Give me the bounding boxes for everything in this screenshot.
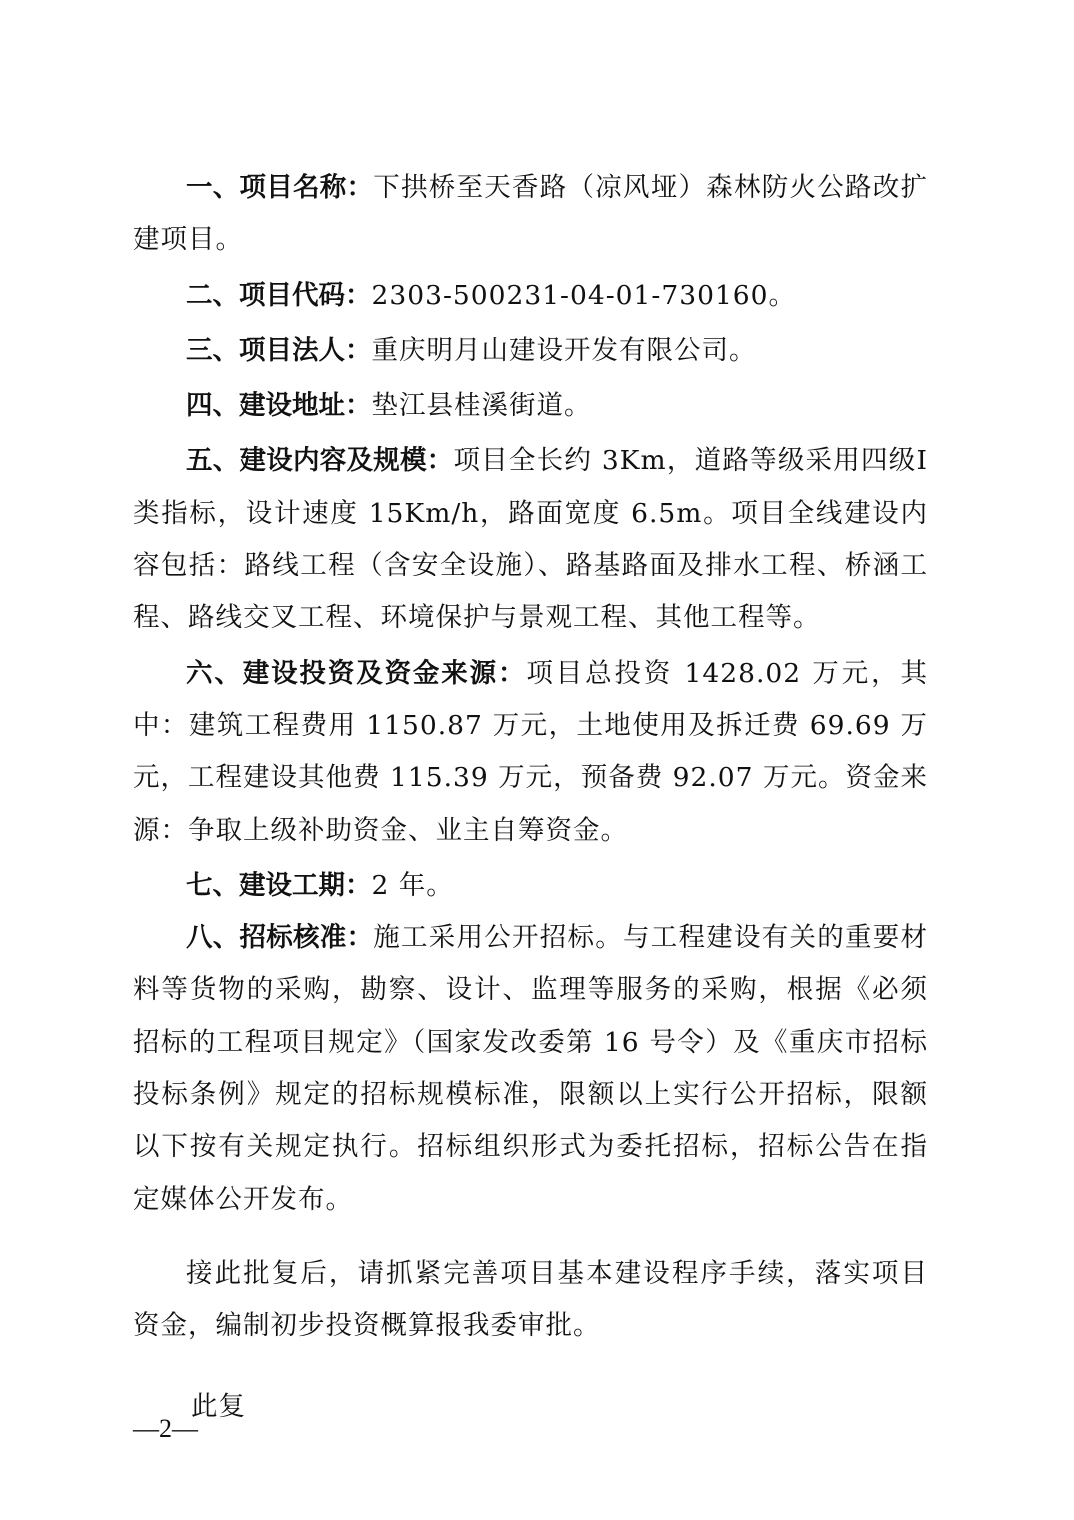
item-text: 项目全长约 3Km，道路等级采用四级Ⅰ类指标，设计速度 15Km/h，路面宽度 6.5m。项目全线建设内容包括：路线工程（含安全设施）、路基路面及排水工程、桥涵工程、路线交叉工程、环境保护与景观工程、其他工程等。 <box>133 445 928 634</box>
item-investment <box>133 648 928 857</box>
item-duration <box>133 860 928 912</box>
document-body <box>133 162 928 1433</box>
item-legal-entity <box>133 325 928 377</box>
closing-paragraph: 接此批复后，请抓紧完善项目基本建设程序手续，落实项目资金，编制初步投资概算报我委审批。 <box>133 1257 928 1342</box>
item-label: 二、项目代码： <box>186 279 372 311</box>
item-text: 2303-500231-04-01-730160。 <box>371 279 797 311</box>
item-label: 八、招标核准： <box>186 922 374 954</box>
item-label: 五、建设内容及规模： <box>186 445 454 477</box>
item-label: 三、项目法人： <box>186 334 372 366</box>
item-address <box>133 380 928 432</box>
item-project-code <box>133 270 928 322</box>
item-project-name <box>133 162 928 267</box>
page-number: —2— <box>133 1414 198 1443</box>
item-label: 七、建设工期： <box>186 869 372 901</box>
item-text: 下拱桥至天香路（凉风垭）森林防火公路改扩建项目。 <box>133 172 928 256</box>
item-label: 六、建设投资及资金来源： <box>186 657 527 689</box>
item-text: 项目总投资 1428.02 万元，其中：建筑工程费用 1150.87 万元，土地使用及拆迁费 69.69 万元，工程建设其他费 115.39 万元，预备费 92.07 万元。资金来源：争取上级补助资金、业主自筹资金。 <box>133 657 929 846</box>
item-label: 一、项目名称： <box>186 172 374 203</box>
item-scope <box>133 435 928 644</box>
item-text: 2 年。 <box>371 869 454 901</box>
item-tendering <box>133 912 928 1226</box>
item-label: 四、建设地址： <box>186 390 372 422</box>
sign-off: 此复 <box>191 1390 246 1422</box>
item-text: 施工采用公开招标。与工程建设有关的重要材料等货物的采购，勘察、设计、监理等服务的采购，根据《必须招标的工程项目规定》（国家发改委第 16 号令）及《重庆市招标投标条例》规定的招标规模标准，限额以上实行公开招标，限额以下按有关规定执行。招标组织形式为委托招标，招标公告在指定媒体公开发布。 <box>133 922 928 1215</box>
item-text: 重庆明月山建设开发有限公司。 <box>371 334 757 366</box>
item-text: 垫江县桂溪街道。 <box>371 390 592 422</box>
